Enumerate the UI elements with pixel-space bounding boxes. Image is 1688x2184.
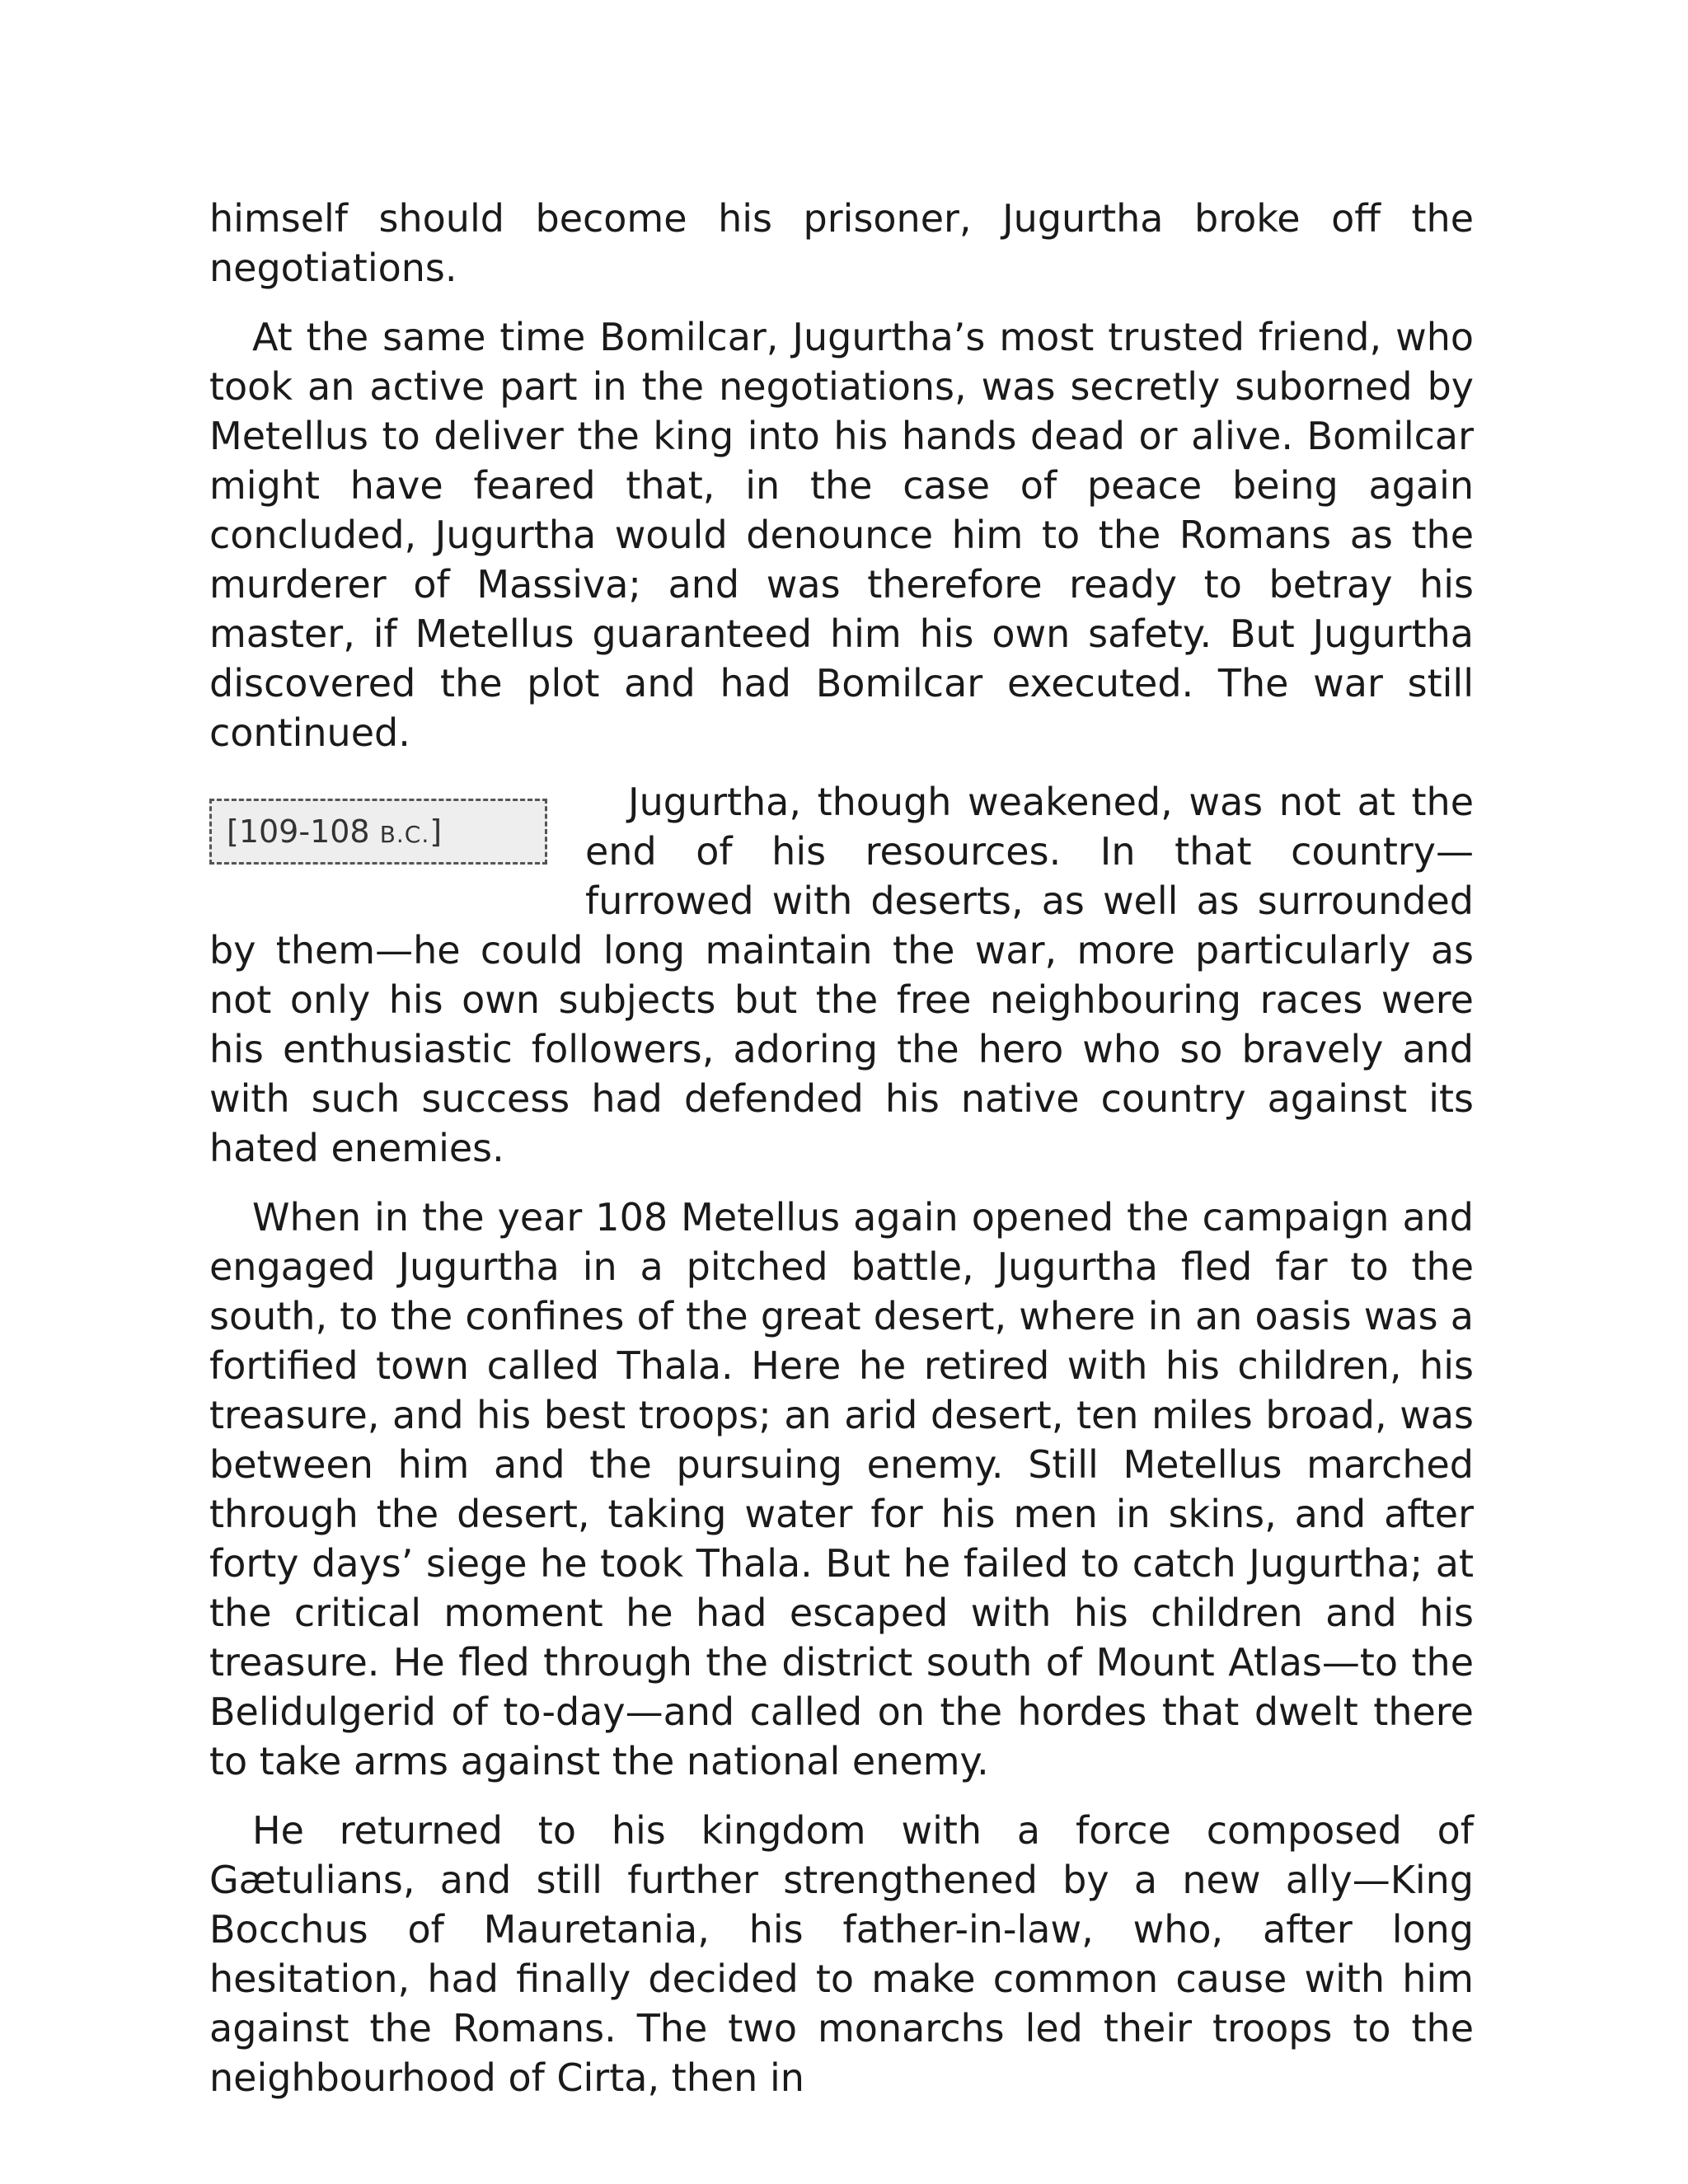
paragraph-4: When in the year 108 Metellus again opened the campaign and engaged Jugurtha in a pitched battle, Jugurtha fled far to the south, to the confines of the great desert, where in an oasis was a fortified town called Thala. Here he retired with his children, his treasure, and his best troops; an arid desert, ten miles broad, was between him and the pursuing enemy. Still Metellus marched through the desert, taking water for his men in skins, and after forty days’ siege he took Thala. But he failed to catch Jugurtha; at the critical moment he had escaped with his children and his treasure. He fled through the district south of Mount Atlas—to the Belidulgerid of to-day—and called on the hordes that dwelt there to take arms against the national enemy. bbox=[209, 1195, 1474, 1783]
paragraph-3-block bbox=[209, 777, 1474, 1173]
date-margin-note bbox=[209, 799, 547, 865]
paragraph-5: He returned to his kingdom with a force composed of Gætulians, and still further strengthened by a new ally—King Bocchus of Mauretania, his father-in-law, who, after long hesitation, had finally decided to make common cause with him against the Romans. The two monarchs led their troops to the neighbourhood of Cirta, then in bbox=[209, 1808, 1474, 2100]
margin-note-years: [109-108 bbox=[227, 813, 380, 850]
paragraph-3: Jugurtha, though weakened, was not at the end of his resources. In that country—furrowed with deserts, as well as surrounded by them—he could long maintain the war, more particularly as not only his own subjects but the free neighbouring races were his enthusiastic followers, adoring the hero who so bravely and with such success had defended his native country against its hated enemies. bbox=[209, 780, 1474, 1170]
paragraph-1: himself should become his prisoner, Jugurtha broke off the negotiations. bbox=[209, 196, 1474, 290]
margin-note-close: ] bbox=[429, 813, 443, 850]
page-body bbox=[209, 194, 1474, 2102]
margin-note-era: B.C. bbox=[379, 821, 430, 848]
paragraph-2: At the same time Bomilcar, Jugurtha’s most trusted friend, who took an active part in the negotiations, was secretly suborned by Metellus to deliver the king into his hands dead or alive. Bomilcar might have feared that, in the case of peace being again concluded, Jugurtha would denounce him to the Romans as the murderer of Massiva; and was therefore ready to betray his master, if Metellus guaranteed him his own safety. But Jugurtha discovered the plot and had Bomilcar executed. The war still continued. bbox=[209, 315, 1474, 755]
margin-note-float bbox=[209, 777, 585, 909]
